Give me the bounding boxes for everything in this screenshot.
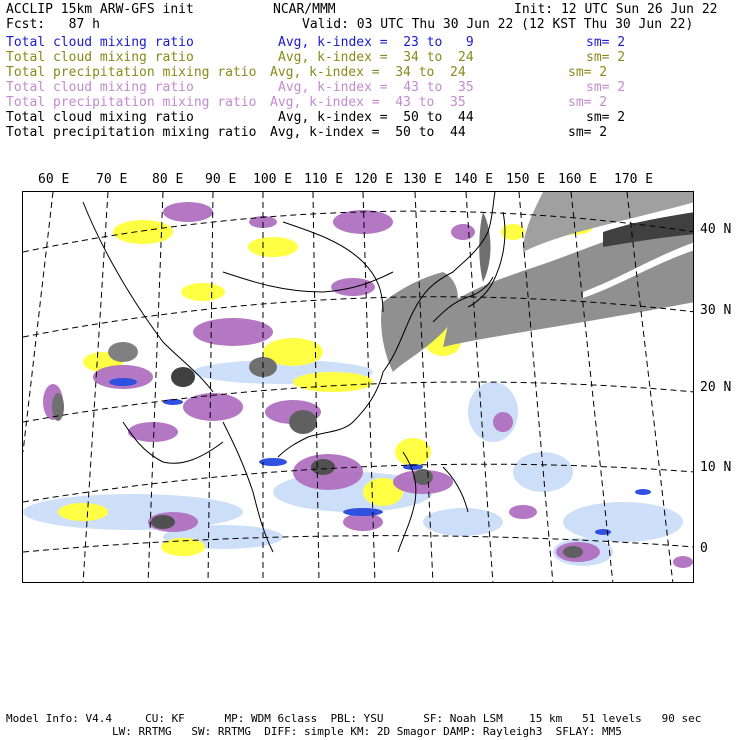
legend-field: Total precipitation mixing ratio <box>6 95 257 110</box>
legend-row <box>6 35 734 50</box>
model-title: ACCLIP 15km ARW-GFS init <box>6 2 194 17</box>
legend-sm: sm= 2 <box>586 35 626 50</box>
lon-label: 140 E <box>454 172 494 187</box>
legend-field: Total precipitation mixing ratio <box>6 125 257 140</box>
map-frame <box>22 191 694 583</box>
legend-row <box>6 125 734 140</box>
lat-label: 30 N <box>700 303 732 318</box>
lon-label: 160 E <box>558 172 598 187</box>
lat-label: 0 <box>700 541 708 556</box>
legend-field: Total cloud mixing ratio <box>6 35 194 50</box>
map-canvas <box>23 192 694 583</box>
lon-label: 80 E <box>152 172 184 187</box>
lat-label: 10 N <box>700 460 732 475</box>
center-name: NCAR/MMM <box>273 2 336 17</box>
lat-label: 20 N <box>700 380 732 395</box>
legend-avg: Avg, k-index = 23 to 9 <box>278 35 474 50</box>
legend-sm: sm= 2 <box>568 65 608 80</box>
legend-avg: Avg, k-index = 43 to 35 <box>278 80 474 95</box>
legend-avg: Avg, k-index = 34 to 24 <box>278 50 474 65</box>
lon-label: 130 E <box>403 172 443 187</box>
init-time: Init: 12 UTC Sun 26 Jun 22 <box>514 2 718 17</box>
valid-time: Valid: 03 UTC Thu 30 Jun 22 (12 KST Thu 30 Jun 22) <box>302 17 694 32</box>
lon-label: 120 E <box>354 172 394 187</box>
legend-sm: sm= 2 <box>586 110 626 125</box>
legend-row <box>6 50 734 65</box>
legend-field: Total cloud mixing ratio <box>6 110 194 125</box>
legend-sm: sm= 2 <box>586 80 626 95</box>
legend-avg: Avg, k-index = 43 to 35 <box>270 95 466 110</box>
lat-label: 40 N <box>700 222 732 237</box>
lon-label: 150 E <box>506 172 546 187</box>
legend-avg: Avg, k-index = 50 to 44 <box>278 110 474 125</box>
model-info-line1: Model Info: V4.4 CU: KF MP: WDM 6class PBL: YSU SF: Noah LSM 15 km 51 levels 90 sec <box>6 712 702 725</box>
legend-row <box>6 80 734 95</box>
legend-row <box>6 65 734 80</box>
legend-sm: sm= 2 <box>586 50 626 65</box>
lon-label: 170 E <box>614 172 654 187</box>
lon-label: 110 E <box>304 172 344 187</box>
legend-sm: sm= 2 <box>568 95 608 110</box>
lon-label: 70 E <box>96 172 128 187</box>
legend-row <box>6 110 734 125</box>
legend-sm: sm= 2 <box>568 125 608 140</box>
legend-avg: Avg, k-index = 50 to 44 <box>270 125 466 140</box>
lon-label: 90 E <box>205 172 237 187</box>
lon-label: 100 E <box>253 172 293 187</box>
legend-row <box>6 95 734 110</box>
legend-field: Total cloud mixing ratio <box>6 50 194 65</box>
legend-field: Total cloud mixing ratio <box>6 80 194 95</box>
forecast-hour: Fcst: 87 h <box>6 17 100 32</box>
legend-avg: Avg, k-index = 34 to 24 <box>270 65 466 80</box>
legend-field: Total precipitation mixing ratio <box>6 65 257 80</box>
model-info-line2: LW: RRTMG SW: RRTMG DIFF: simple KM: 2D Smagor DAMP: Rayleigh3 SFLAY: MM5 <box>6 725 622 738</box>
lon-label: 60 E <box>38 172 70 187</box>
